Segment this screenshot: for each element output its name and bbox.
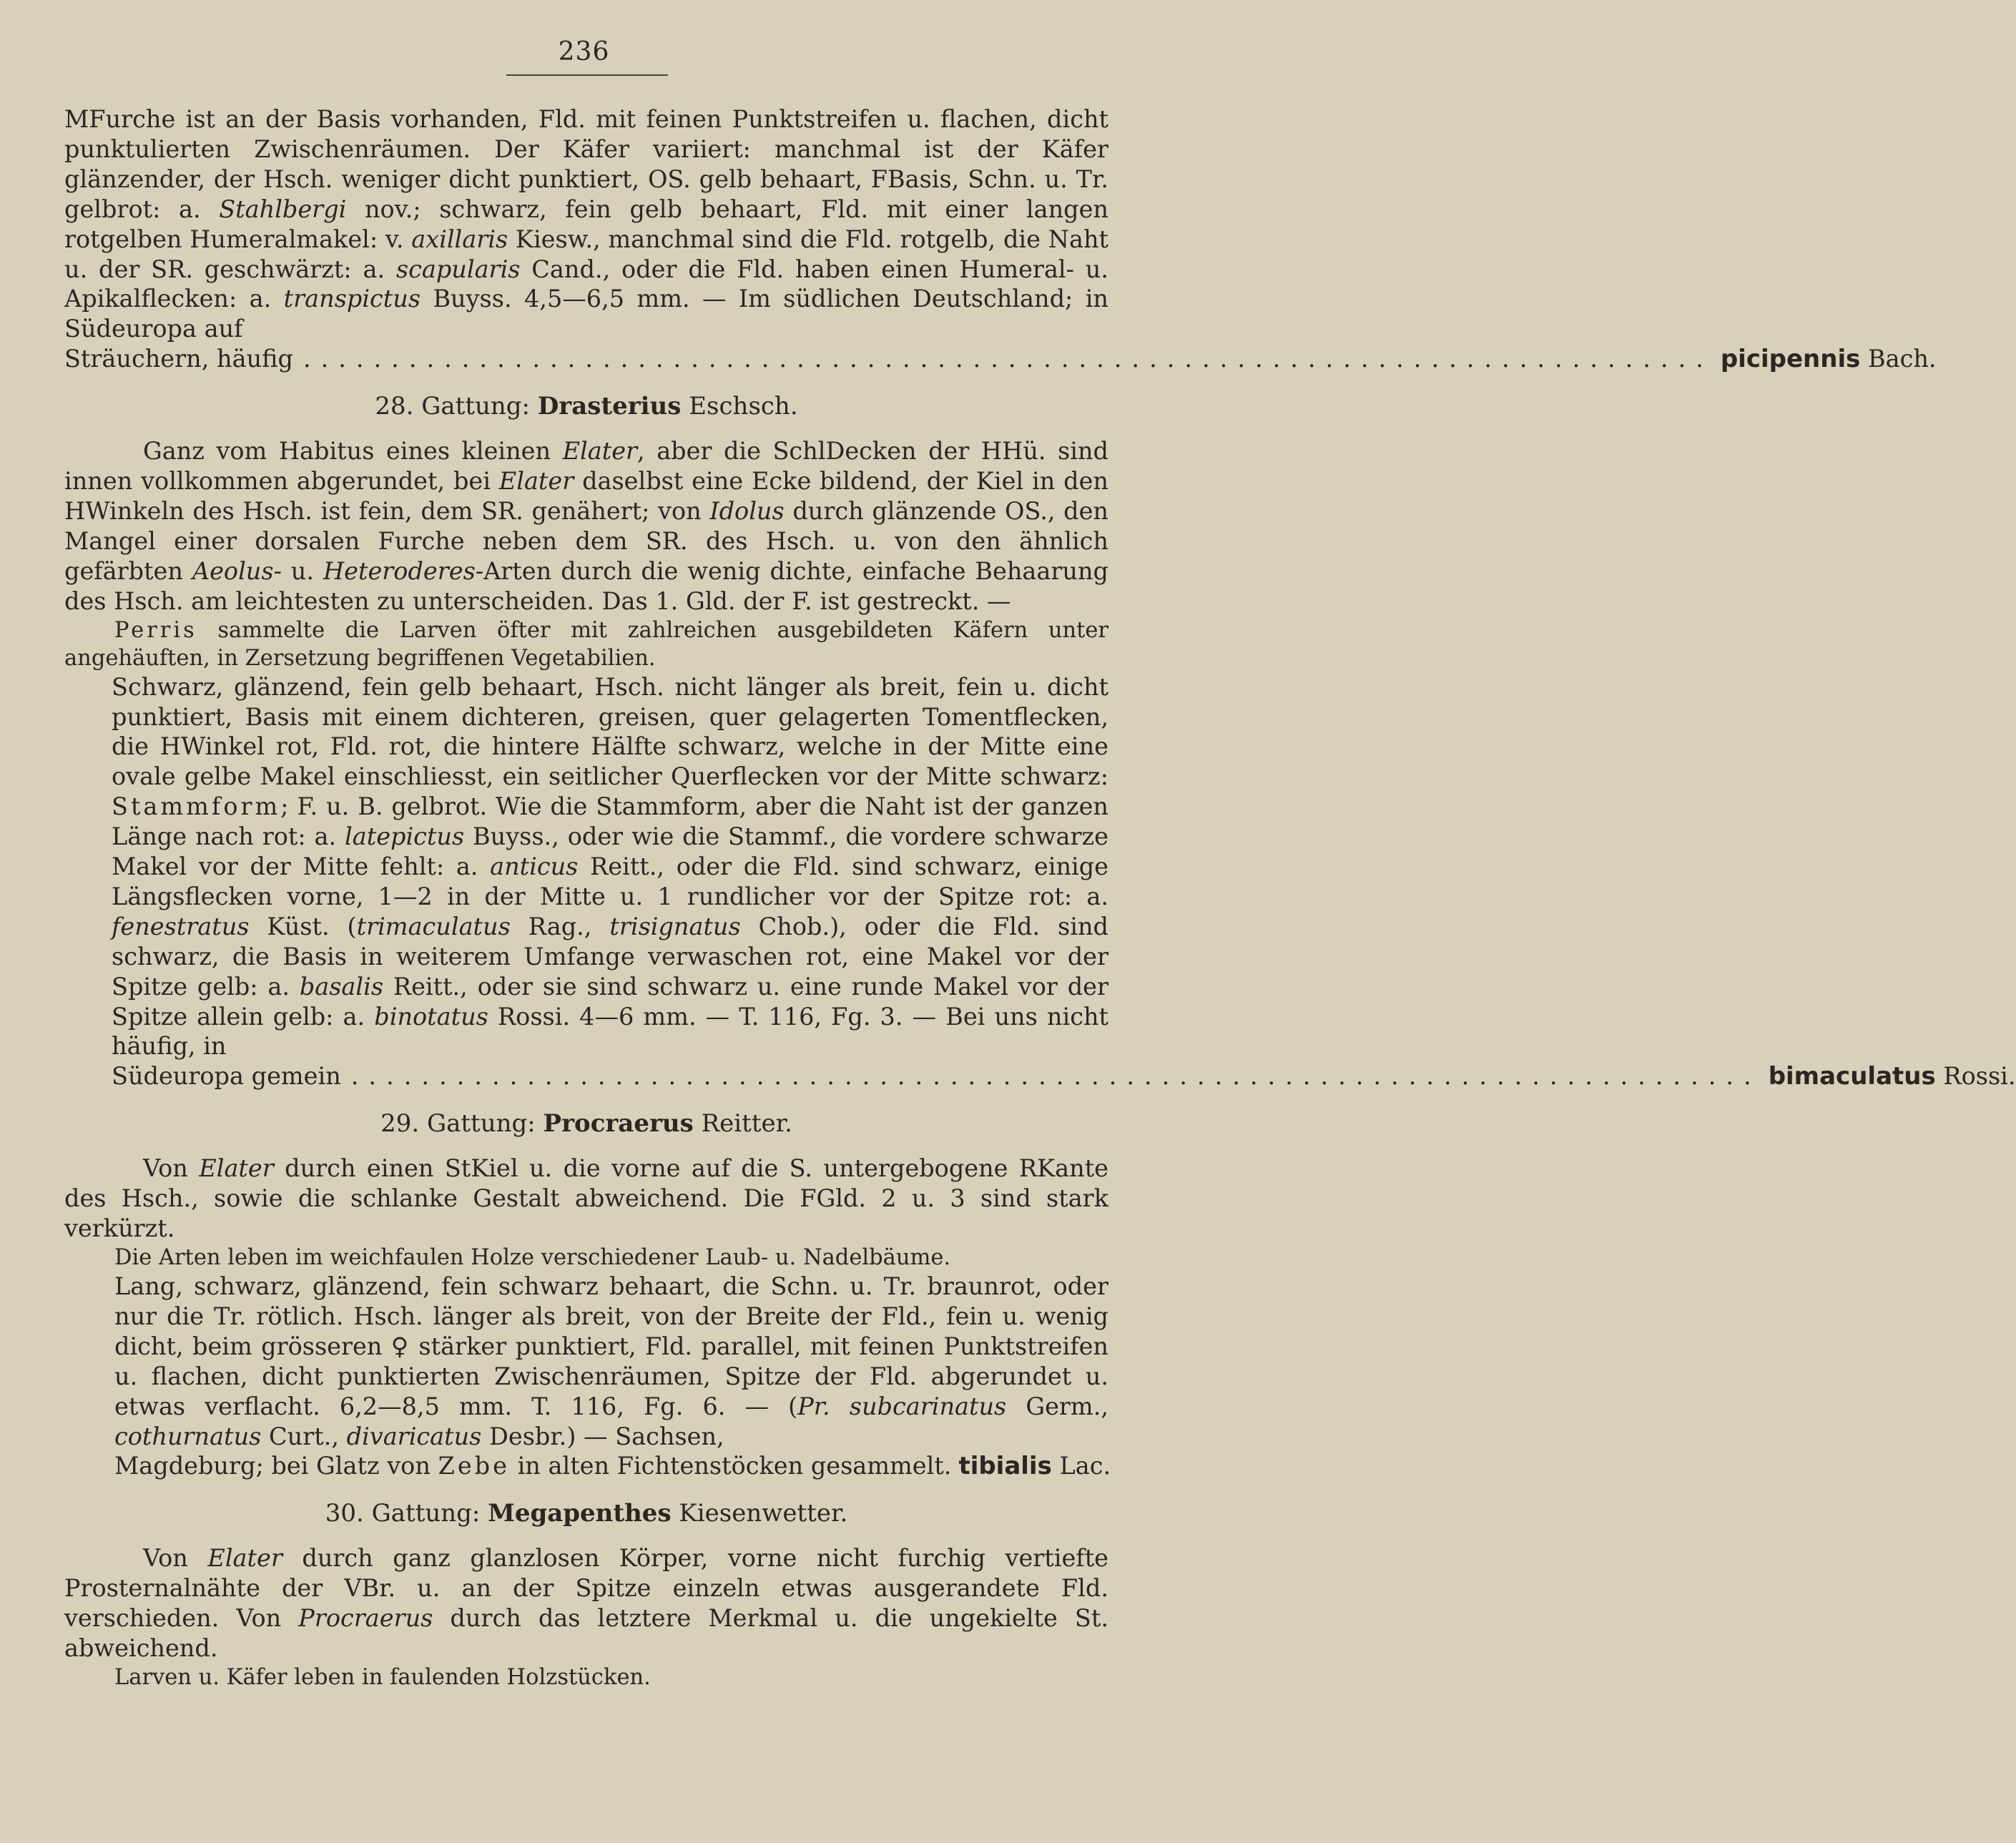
genus-name: Drasterius [537,392,682,421]
paragraph-drasterius-intro: Ganz vom Habitus eines kleinen Elater, aber die SchlDecken der HHü. sind innen vollkommen abgerundet, bei Elater daselbst eine Ecke bildend, der Kiel in den HWinkeln des Hsch. ist fein, dem SR. genähert; von Idolus durch glänzende OS., den Mangel einer dorsalen Furche neben dem SR. des Hsch. u. von den ähnlich gefärbten Aeolus- u. Heteroderes-Arten durch die wenig dichte, einfache Behaarung des Hsch. am leichtesten zu unterscheiden. Das 1. Gld. der F. ist gestreckt. — [64,437,1109,615]
leader-dots: ................................................................................ [350,1062,1761,1091]
species-line-picipennis [64,344,1937,375]
habitat-text: Sträuchern, häufig [64,345,293,373]
header-rule [506,74,668,76]
species-author: Bach. [1868,345,1937,373]
paragraph-procraerus-habitat: Die Arten leben im weichfaulen Holze verschiedener Laub- u. Nadelbäume. [114,1245,951,1270]
paragraph-megapenthes-larvae: Larven u. Käfer leben in faulenden Holzstücken. [114,1664,651,1690]
paragraph-megapenthes-intro: Von Elater durch ganz glanzlosen Körper, vorne nicht furchig vertiefte Prosternalnähte der VBr. u. an der Spitze einzeln etwas ausgerandete Fld. verschieden. Von Procraerus durch das letztere Merkmal u. die ungekielte St. abweichend. [64,1544,1108,1663]
page-number: 236 [558,37,610,67]
genus-heading-30 [64,1498,1108,1529]
leader-dots: ................................................................................ [303,345,1713,373]
species-name-tibialis [951,1451,1111,1482]
paragraph-procraerus-intro: Von Elater durch einen StKiel u. die vorne auf die S. untergebogene RKante des Hsch., sowie die schlanke Gestalt abweichend. Die FGld. 2 u. 3 sind stark verkürzt. [64,1154,1108,1243]
species-name: picipennis [1720,345,1861,374]
species-author: Lac. [1059,1452,1111,1480]
habitat-text: Südeuropa gemein [112,1062,341,1091]
paragraph-tibialis-description: Lang, schwarz, glänzend, fein schwarz behaart, die Schn. u. Tr. braunrot, oder nur die Tr. rötlich. Hsch. länger als breit, von der Breite der Fld., fein u. wenig dicht, beim grösseren ♀ stärker punktiert, Fld. parallel, mit feinen Punktstreifen u. flachen, dicht punktierten Zwischenräumen, Spitze der Fld. abgerundet u. etwas verflacht. 6,2—8,5 mm. T. 116, Fg. 6. — (Pr. subcarinatus Germ., cothurnatus Curt., divaricatus Desbr.) — Sachsen, [114,1272,1108,1450]
page-body [64,104,2016,1691]
species-name-picipennis [1713,344,1937,375]
habitat-text: Magdeburg; bei Glatz von Zebe in alten Fichtenstöcken gesammelt. [114,1452,952,1480]
paragraph-bimaculatus-description: Schwarz, glänzend, fein gelb behaart, Hsch. nicht länger als breit, fein u. dicht punktiert, Basis mit einem dichteren, greisen, quer gelagerten Tomentflecken, die HWinkel rot, Fld. rot, die hintere Hälfte schwarz, welche in der Mitte eine ovale gelbe Makel einschliesst, ein seitlicher Querflecken vor der Mitte schwarz: Stammform; F. u. B. gelbrot. Wie die Stammform, aber die Naht ist der ganzen Länge nach rot: a. latepictus Buyss., oder wie die Stammf., die vordere schwarze Makel vor der Mitte fehlt: a. anticus Reitt., oder die Fld. sind schwarz, einige Längsflecken vorne, 1—2 in der Mitte u. 1 rundlicher vor der Spitze rot: a. fenestratus Küst. (trimaculatus Rag., trisignatus Chob.), oder die Fld. sind schwarz, die Basis in weiterem Umfange verwaschen rot, eine Makel vor der Spitze gelb: a. basalis Reitt., oder sie sind schwarz u. eine runde Makel vor der Spitze allein gelb: a. binotatus Rossi. 4—6 mm. — T. 116, Fg. 3. — Bei uns nicht häufig, in [112,672,1109,1061]
species-line-tibialis [64,1451,1111,1482]
genus-author: Eschsch. [689,392,798,421]
genus-number: 28. Gattung: [375,392,530,421]
genus-number: 29. Gattung: [380,1109,536,1139]
genus-heading-28 [64,390,1108,422]
genus-number: 30. Gattung: [325,1499,481,1528]
paragraph-picipennis-description: MFurche ist an der Basis vorhanden, Fld. mit feinen Punktstreifen u. flachen, dicht punktulierten Zwischenräumen. Der Käfer variiert: manchmal ist der Käfer glänzender, der Hsch. weniger dicht punktiert, OS. gelb behaart, FBasis, Schn. u. Tr. gelbrot: a. Stahlbergi nov.; schwarz, fein gelb behaart, Fld. mit einer langen rotgelben Humeralmakel: v. axillaris Kiesw., manchmal sind die Fld. rotgelb, die Naht u. der SR. geschwärzt: a. scapularis Cand., oder die Fld. haben einen Humeral- u. Apikalflecken: a. transpictus Buyss. 4,5—6,5 mm. — Im südlichen Deutschland; in Südeuropa auf [64,105,1108,343]
species-name: tibialis [958,1452,1052,1481]
genus-author: Kiesenwetter. [679,1499,848,1528]
species-author: Rossi. [1943,1062,2016,1091]
paragraph-drasterius-larvae: Perris sammelte die Larven öfter mit zahlreichen ausgebildeten Käfern unter angehäuften, in Zersetzung begriffenen Vegetabilien. [64,617,1108,671]
species-line-bimaculatus [64,1061,2016,1092]
species-name: bimaculatus [1768,1062,1936,1091]
species-name-bimaculatus [1761,1061,2016,1092]
genus-heading-29 [64,1108,1108,1139]
genus-name: Procraerus [543,1109,694,1139]
genus-author: Reitter. [701,1109,792,1139]
genus-name: Megapenthes [488,1499,672,1528]
